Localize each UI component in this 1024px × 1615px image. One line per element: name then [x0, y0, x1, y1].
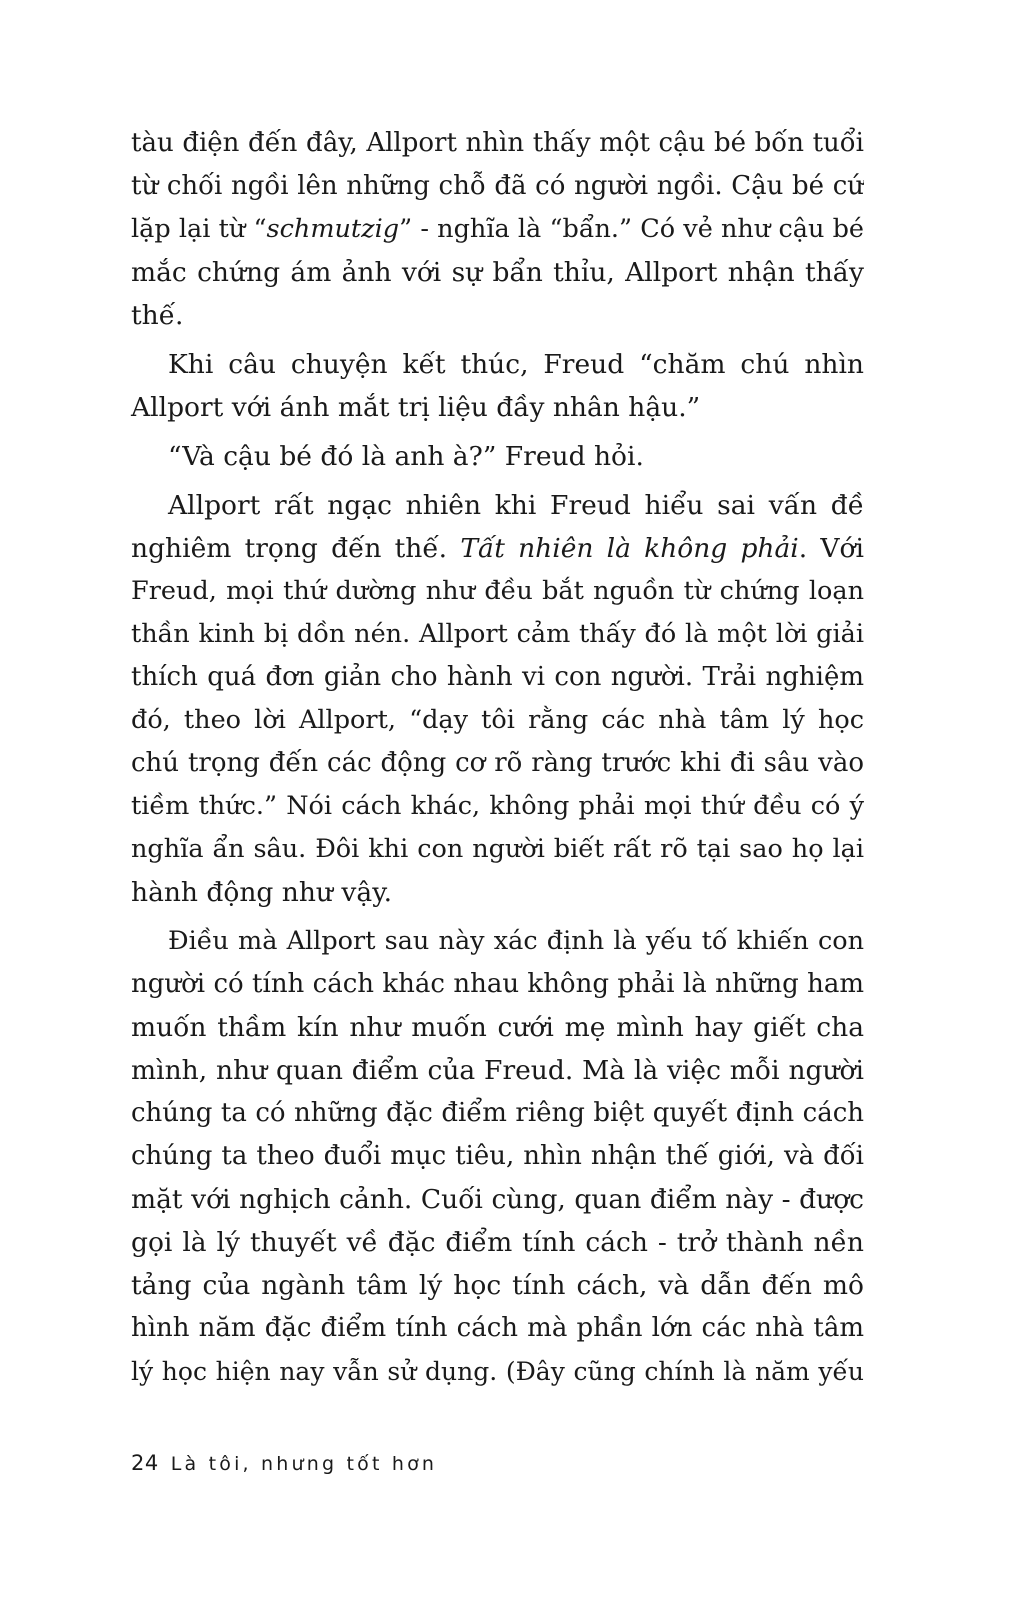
text-line	[131, 1049, 864, 1092]
text-line	[131, 570, 864, 613]
text-run: mặt với nghịch cảnh. Cuối cùng, quan điểm này - được	[131, 1184, 864, 1215]
text-run: Allport rất ngạc nhiên khi Freud hiểu sai vấn đề	[168, 490, 864, 521]
text-run: lý học hiện nay vẫn sử dụng. (Đây cũng chính là năm yếu	[131, 1357, 864, 1386]
text-run: mình, như quan điểm của Freud. Mà là việc mỗi người	[131, 1055, 864, 1086]
text-line	[131, 208, 864, 251]
text-line	[131, 828, 864, 871]
text-run: đó, theo lời Allport, “dạy tôi rằng các nhà tâm lý học	[131, 705, 864, 735]
text-run: Allport với ánh mắt trị liệu đầy nhân hậu.”	[131, 392, 701, 423]
paragraph	[131, 484, 864, 914]
running-title: Là tôi, nhưng tốt hơn	[170, 1453, 438, 1475]
text-run: ” - nghĩa là “bẩn.” Có vẻ như cậu bé	[399, 214, 864, 244]
text-line	[131, 656, 864, 699]
text-line	[131, 699, 864, 742]
paragraph	[131, 435, 864, 478]
text-line	[131, 386, 864, 429]
text-run: nghĩa ẩn sâu. Đôi khi con người biết rất rõ tại sao họ lại	[131, 834, 864, 864]
text-run: . Với	[798, 533, 864, 564]
text-run: tàu điện đến đây, Allport nhìn thấy một cậu bé bốn tuổi	[131, 128, 864, 158]
text-line	[131, 1264, 864, 1307]
text-run: mắc chứng ám ảnh với sự bẩn thỉu, Allport nhận thấy	[131, 257, 864, 288]
text-run: hình năm đặc điểm tính cách mà phần lớn các nhà tâm	[131, 1313, 864, 1343]
text-line	[131, 785, 864, 828]
text-line	[131, 251, 864, 294]
page-number: 24	[131, 1451, 159, 1475]
paragraph	[131, 343, 864, 429]
text-run: gọi là lý thuyết về đặc điểm tính cách - trở thành nền	[131, 1227, 864, 1258]
italic-text-run: schmutzig	[266, 214, 400, 244]
text-line	[131, 1135, 864, 1178]
text-run: chú trọng đến các động cơ rõ ràng trước khi đi sâu vào	[131, 748, 864, 778]
page-footer	[131, 1451, 437, 1475]
text-run: lặp lại từ “	[131, 214, 267, 244]
text-line	[131, 963, 864, 1006]
text-line	[131, 742, 864, 785]
text-run: “Và cậu bé đó là anh à?” Freud hỏi.	[168, 441, 644, 472]
body-text	[131, 122, 864, 1393]
text-run: Điều mà Allport sau này xác định là yếu tố khiến con	[168, 926, 864, 956]
text-run: hành động như vậy.	[131, 877, 393, 908]
text-run: chúng ta có những đặc điểm riêng biệt quyết định cách	[131, 1098, 864, 1128]
text-line	[131, 527, 864, 570]
paragraph	[131, 920, 864, 1393]
italic-text-run: Tất nhiên là không phải	[460, 533, 799, 564]
text-line	[131, 613, 864, 656]
text-line	[131, 871, 864, 914]
text-run: Khi câu chuyện kết thúc, Freud “chăm chú nhìn	[168, 349, 864, 380]
text-line	[131, 1006, 864, 1049]
text-line	[131, 343, 864, 386]
text-run: thần kinh bị dồn nén. Allport cảm thấy đó là một lời giải	[131, 619, 864, 649]
paragraph	[131, 122, 864, 337]
text-line	[131, 122, 864, 165]
text-run: người có tính cách khác nhau không phải là những ham	[131, 969, 864, 999]
text-run: tiềm thức.” Nói cách khác, không phải mọi thứ đều có ý	[131, 791, 864, 821]
text-line	[131, 1350, 864, 1393]
text-run: từ chối ngồi lên những chỗ đã có người ngồi. Cậu bé cứ	[131, 171, 864, 201]
text-run: thế.	[131, 300, 184, 331]
text-run: tảng của ngành tâm lý học tính cách, và dẫn đến mô	[131, 1270, 864, 1301]
text-run: chúng ta theo đuổi mục tiêu, nhìn nhận thế giới, và đối	[131, 1141, 864, 1171]
text-line	[131, 1221, 864, 1264]
text-run: thích quá đơn giản cho hành vi con người. Trải nghiệm	[131, 662, 864, 692]
text-run: Freud, mọi thứ dường như đều bắt nguồn từ chứng loạn	[131, 576, 864, 606]
text-line	[131, 484, 864, 527]
text-run: muốn thầm kín như muốn cưới mẹ mình hay giết cha	[131, 1012, 864, 1043]
text-line	[131, 1178, 864, 1221]
text-line	[131, 294, 864, 337]
text-run: nghiêm trọng đến thế.	[131, 533, 461, 564]
text-line	[131, 435, 864, 478]
text-line	[131, 920, 864, 963]
text-line	[131, 1092, 864, 1135]
text-line	[131, 1307, 864, 1350]
text-line	[131, 165, 864, 208]
